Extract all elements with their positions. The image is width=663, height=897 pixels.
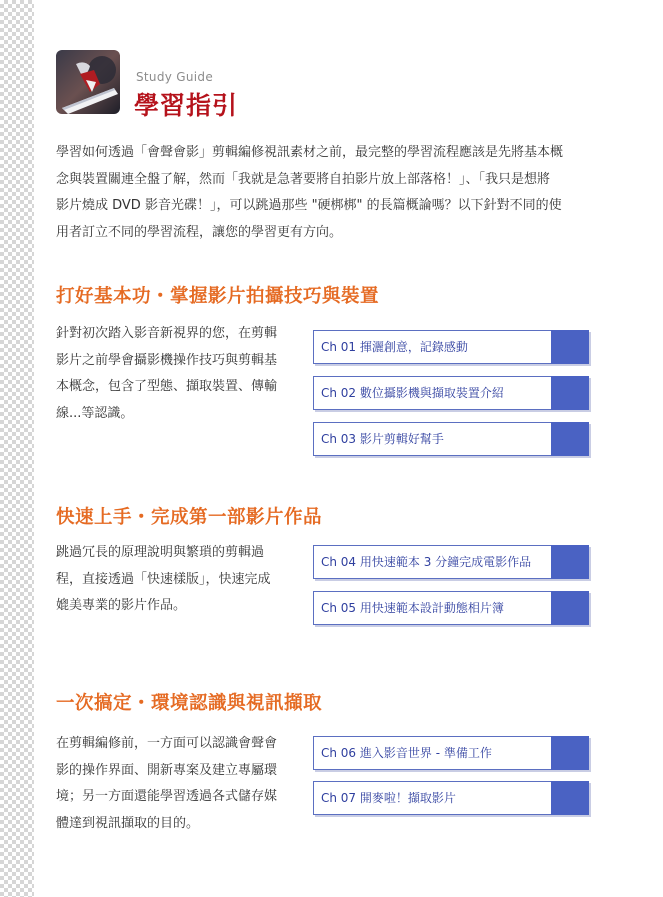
description-line: 在剪輯編修前，一方面可以認識會聲會 — [56, 736, 278, 751]
intro-line: 念與裝置關連全盤了解，然而「我就是急著要將自拍影片放上部落格！」、「我只是想將 — [56, 171, 551, 187]
intro-line: 用者訂立不同的學習流程，讓您的學習更有方向。 — [56, 224, 343, 240]
chapter-tab-marker — [551, 545, 589, 579]
description-line: 跳過冗長的原理說明與繁瑣的剪輯過 — [56, 545, 265, 560]
chapter-link-ch01[interactable] — [313, 330, 589, 364]
chapter-link-ch06[interactable] — [313, 736, 589, 770]
chapter-tab-marker — [551, 591, 589, 625]
section-description-basics — [56, 321, 300, 427]
description-line: 體達到視訊擷取的目的。 — [56, 815, 200, 831]
study-guide-subtitle: Study Guide — [136, 70, 213, 84]
snowboarder-logo-icon — [56, 50, 120, 114]
chapter-tab-marker — [551, 422, 589, 456]
section-heading-basics: 打好基本功・掌握影片拍攝技巧與裝置 — [56, 286, 380, 307]
chapter-label: Ch 05 用快速範本設計動態相片簿 — [321, 601, 504, 615]
chapter-link-ch03[interactable] — [313, 422, 589, 456]
section-heading-quickstart: 快速上手・完成第一部影片作品 — [56, 507, 323, 528]
description-line: 針對初次踏入影音新視界的您，在剪輯 — [56, 326, 278, 341]
chapter-label: Ch 07 開麥啦！擷取影片 — [321, 791, 456, 805]
chapter-link-ch02[interactable] — [313, 376, 589, 410]
chapter-label: Ch 06 進入影音世界 - 準備工作 — [321, 746, 492, 760]
description-line: 媲美專業的影片作品。 — [56, 598, 187, 613]
chapter-label: Ch 04 用快速範本 3 分鐘完成電影作品 — [321, 555, 532, 569]
chapter-link-ch07[interactable] — [313, 781, 589, 815]
section-description-quickstart — [56, 540, 300, 620]
page-title: 學習指引 — [134, 91, 239, 120]
section-heading-capture: 一次搞定・環境認識與視訊擷取 — [56, 693, 323, 714]
chapter-label: Ch 03 影片剪輯好幫手 — [321, 432, 444, 446]
description-line: 影的操作界面、開新專案及建立專屬環 — [56, 762, 278, 778]
description-line: 線...等認識。 — [56, 405, 134, 421]
chapter-label: Ch 01 揮灑創意，記錄感動 — [321, 340, 468, 354]
section-description-capture — [56, 731, 300, 837]
intro-line: 學習如何透過「會聲會影」剪輯編修視訊素材之前，最完整的學習流程應該是先將基本概 — [56, 145, 564, 160]
description-line: 影片之前學會攝影機操作技巧與剪輯基 — [56, 352, 278, 368]
chapter-tab-marker — [551, 781, 589, 815]
intro-line: 影片燒成 DVD 影音光碟！」，可以跳過那些 "硬梆梆" 的長篇概論嗎？以下針對不同的使 — [56, 198, 562, 213]
chapter-tab-marker — [551, 330, 589, 364]
chapter-link-ch04[interactable] — [313, 545, 589, 579]
chapter-tab-marker — [551, 376, 589, 410]
intro-paragraph — [56, 140, 601, 246]
chapter-link-ch05[interactable] — [313, 591, 589, 625]
description-line: 程，直接透過「快速樣版」，快速完成 — [56, 571, 271, 587]
description-line: 境；另一方面還能學習透過各式儲存媒 — [56, 789, 278, 804]
description-line: 本概念，包含了型態、擷取裝置、傳輸 — [56, 379, 278, 394]
chapter-tab-marker — [551, 736, 589, 770]
checkered-margin — [0, 0, 34, 897]
chapter-label: Ch 02 數位攝影機與擷取裝置介紹 — [321, 386, 504, 400]
